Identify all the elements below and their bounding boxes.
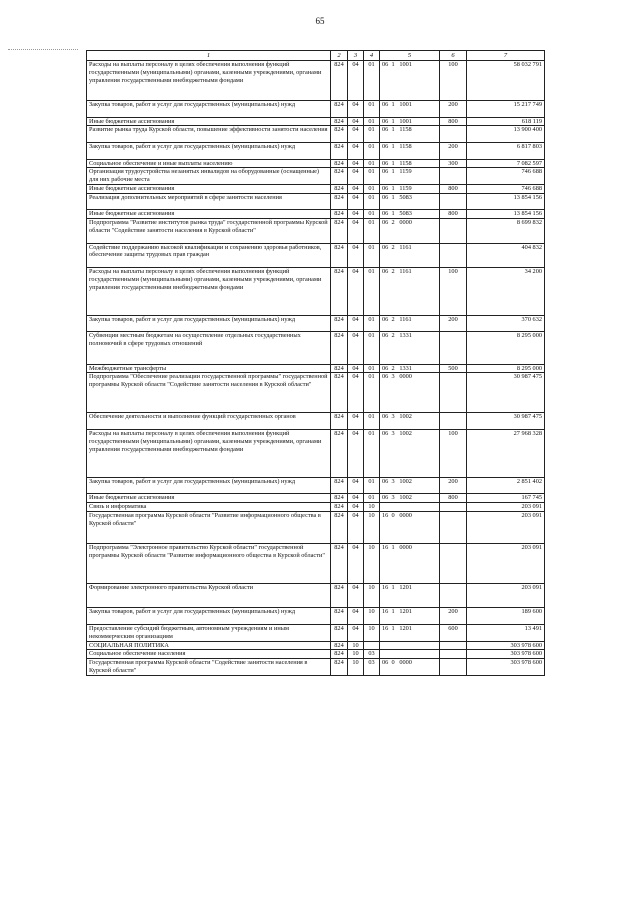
row-subsection-cell: 01 (364, 126, 380, 143)
row-name-cell: Закупка товаров, работ и услуг для государственных (муниципальных) нужд (87, 101, 331, 118)
row-article-cell: 06 1 5083 (380, 193, 440, 210)
row-section-cell: 04 (348, 101, 364, 118)
table-row (87, 511, 545, 543)
row-name-cell: Расходы на выплаты персоналу в целях обеспечения выполнения функций государственными (муниципальными) органами, казенными учреждениями, органами управления государственными внебюджетными фондами (87, 61, 331, 101)
header-col-1: 1 (87, 51, 331, 61)
budget-table-container (86, 50, 544, 676)
row-subsection-cell: 01 (364, 267, 380, 315)
row-section-cell: 04 (348, 168, 364, 185)
row-section-cell: 04 (348, 608, 364, 625)
row-subsection-cell: 10 (364, 503, 380, 512)
row-amount-cell: 370 632 (467, 315, 545, 332)
row-name-cell: Государственная программа Курской области "Содействие занятости населения в Курской области" (87, 659, 331, 676)
row-code-cell: 824 (331, 584, 348, 608)
row-name-cell: Связь и информатика (87, 503, 331, 512)
row-amount-cell: 13 854 156 (467, 193, 545, 210)
row-amount-cell: 27 968 328 (467, 429, 545, 477)
row-article-cell: 16 1 1201 (380, 625, 440, 642)
row-section-cell: 04 (348, 142, 364, 159)
row-section-cell: 04 (348, 364, 364, 373)
row-amount-cell: 189 600 (467, 608, 545, 625)
row-subsection-cell: 01 (364, 210, 380, 219)
row-section-cell: 04 (348, 544, 364, 584)
row-code-cell: 824 (331, 168, 348, 185)
row-name-cell: Закупка товаров, работ и услуг для государственных (муниципальных) нужд (87, 477, 331, 494)
table-row (87, 544, 545, 584)
row-section-cell: 04 (348, 413, 364, 430)
row-type-cell: 800 (440, 210, 467, 219)
row-type-cell: 300 (440, 159, 467, 168)
row-name-cell: Иные бюджетные ассигнования (87, 184, 331, 193)
row-article-cell: 06 1 1159 (380, 168, 440, 185)
row-subsection-cell: 03 (364, 650, 380, 659)
row-name-cell: Социальное обеспечение населения (87, 650, 331, 659)
row-subsection-cell: 01 (364, 315, 380, 332)
row-subsection-cell: 01 (364, 332, 380, 364)
row-subsection-cell: 01 (364, 101, 380, 118)
row-subsection-cell: 01 (364, 117, 380, 126)
row-subsection-cell: 01 (364, 219, 380, 243)
row-name-cell: Закупка товаров, работ и услуг для государственных (муниципальных) нужд (87, 315, 331, 332)
row-type-cell (440, 503, 467, 512)
row-code-cell: 824 (331, 142, 348, 159)
row-type-cell (440, 650, 467, 659)
row-type-cell: 200 (440, 315, 467, 332)
row-name-cell: Подпрограмма "Развитие институтов рынка труда" государственной программы Курской области "Содействие занятости населения в Курской области" (87, 219, 331, 243)
row-article-cell: 06 3 1002 (380, 494, 440, 503)
row-name-cell: Подпрограмма "Обеспечение реализации государственной программы" государственной программы Курской области "Содействие занятости населения в Курской области" (87, 373, 331, 413)
row-type-cell: 500 (440, 364, 467, 373)
row-subsection-cell: 01 (364, 373, 380, 413)
row-type-cell: 800 (440, 494, 467, 503)
row-amount-cell: 30 987 475 (467, 413, 545, 430)
table-row (87, 503, 545, 512)
row-section-cell: 04 (348, 332, 364, 364)
row-name-cell: Обеспечение деятельности и выполнение функций государственных органов (87, 413, 331, 430)
row-amount-cell: 6 817 803 (467, 142, 545, 159)
row-type-cell: 200 (440, 101, 467, 118)
row-section-cell: 04 (348, 477, 364, 494)
row-article-cell: 06 2 0000 (380, 219, 440, 243)
row-article-cell: 06 1 1001 (380, 101, 440, 118)
row-code-cell: 824 (331, 315, 348, 332)
row-subsection-cell: 01 (364, 159, 380, 168)
row-type-cell (440, 126, 467, 143)
row-article-cell: 16 0 0000 (380, 511, 440, 543)
row-article-cell: 06 2 1161 (380, 315, 440, 332)
row-name-cell: Закупка товаров, работ и услуг для государственных (муниципальных) нужд (87, 608, 331, 625)
table-row (87, 101, 545, 118)
row-amount-cell: 203 091 (467, 503, 545, 512)
row-subsection-cell: 10 (364, 544, 380, 584)
row-amount-cell: 8 699 832 (467, 219, 545, 243)
row-amount-cell: 30 987 475 (467, 373, 545, 413)
row-article-cell: 16 1 0000 (380, 544, 440, 584)
row-amount-cell: 618 119 (467, 117, 545, 126)
row-subsection-cell: 01 (364, 243, 380, 267)
row-article-cell: 06 0 0000 (380, 659, 440, 676)
row-type-cell (440, 219, 467, 243)
table-row (87, 373, 545, 413)
page-number: 65 (315, 16, 325, 26)
row-subsection-cell: 01 (364, 184, 380, 193)
row-type-cell (440, 413, 467, 430)
row-code-cell: 824 (331, 126, 348, 143)
row-subsection-cell: 01 (364, 477, 380, 494)
row-article-cell: 06 2 1331 (380, 364, 440, 373)
row-subsection-cell: 01 (364, 168, 380, 185)
row-subsection-cell: 10 (364, 625, 380, 642)
row-article-cell: 06 1 1001 (380, 61, 440, 101)
row-type-cell: 600 (440, 625, 467, 642)
row-subsection-cell: 01 (364, 413, 380, 430)
row-article-cell: 06 3 1002 (380, 413, 440, 430)
row-code-cell: 824 (331, 544, 348, 584)
row-article-cell (380, 650, 440, 659)
row-name-cell: Содействие поддержанию высокой квалификации и сохранению здоровья работников, обеспечение защиты трудовых прав граждан (87, 243, 331, 267)
table-row (87, 210, 545, 219)
table-row (87, 477, 545, 494)
row-name-cell: СОЦИАЛЬНАЯ ПОЛИТИКА (87, 641, 331, 650)
row-subsection-cell: 01 (364, 193, 380, 210)
table-row (87, 413, 545, 430)
row-article-cell (380, 503, 440, 512)
row-article-cell: 06 3 1002 (380, 429, 440, 477)
row-subsection-cell: 10 (364, 608, 380, 625)
row-code-cell: 824 (331, 267, 348, 315)
row-type-cell: 800 (440, 184, 467, 193)
row-type-cell: 200 (440, 477, 467, 494)
row-article-cell: 06 3 1002 (380, 477, 440, 494)
row-section-cell: 04 (348, 61, 364, 101)
budget-table (86, 50, 545, 676)
row-section-cell: 04 (348, 126, 364, 143)
row-article-cell: 06 3 0000 (380, 373, 440, 413)
table-row (87, 608, 545, 625)
row-name-cell: Реализация дополнительных мероприятий в сфере занятости населения (87, 193, 331, 210)
table-row (87, 168, 545, 185)
row-article-cell: 06 1 1158 (380, 126, 440, 143)
row-code-cell: 824 (331, 101, 348, 118)
row-code-cell: 824 (331, 184, 348, 193)
row-section-cell: 04 (348, 584, 364, 608)
table-row (87, 243, 545, 267)
table-row (87, 364, 545, 373)
row-article-cell: 06 2 1161 (380, 243, 440, 267)
row-section-cell: 04 (348, 511, 364, 543)
row-type-cell (440, 243, 467, 267)
header-col-7: 7 (467, 51, 545, 61)
row-subsection-cell: 01 (364, 494, 380, 503)
row-article-cell: 06 1 1159 (380, 184, 440, 193)
row-type-cell: 100 (440, 267, 467, 315)
row-code-cell: 824 (331, 429, 348, 477)
row-type-cell (440, 544, 467, 584)
row-article-cell: 06 2 1161 (380, 267, 440, 315)
row-amount-cell: 303 978 600 (467, 641, 545, 650)
row-type-cell (440, 584, 467, 608)
row-subsection-cell: 10 (364, 511, 380, 543)
row-code-cell: 824 (331, 503, 348, 512)
row-code-cell: 824 (331, 413, 348, 430)
row-type-cell (440, 373, 467, 413)
table-row (87, 494, 545, 503)
table-row (87, 332, 545, 364)
row-code-cell: 824 (331, 210, 348, 219)
row-code-cell: 824 (331, 659, 348, 676)
row-amount-cell: 8 295 000 (467, 364, 545, 373)
row-section-cell: 04 (348, 219, 364, 243)
row-name-cell: Расходы на выплаты персоналу в целях обеспечения выполнения функций государственными (муниципальными) органами, казенными учреждениями, органами управления государственными внебюджетными фондами (87, 429, 331, 477)
row-code-cell: 824 (331, 511, 348, 543)
header-col-5: 5 (380, 51, 440, 61)
row-code-cell: 824 (331, 641, 348, 650)
row-section-cell: 04 (348, 315, 364, 332)
row-article-cell: 16 1 1201 (380, 584, 440, 608)
table-row (87, 641, 545, 650)
row-name-cell: Иные бюджетные ассигнования (87, 117, 331, 126)
row-type-cell: 800 (440, 117, 467, 126)
row-amount-cell: 746 688 (467, 168, 545, 185)
row-type-cell (440, 659, 467, 676)
row-amount-cell: 2 851 402 (467, 477, 545, 494)
table-row (87, 315, 545, 332)
row-subsection-cell: 01 (364, 142, 380, 159)
row-name-cell: Закупка товаров, работ и услуг для государственных (муниципальных) нужд (87, 142, 331, 159)
table-row (87, 193, 545, 210)
row-type-cell (440, 193, 467, 210)
row-subsection-cell (364, 641, 380, 650)
row-name-cell: Иные бюджетные ассигнования (87, 210, 331, 219)
row-article-cell: 06 1 1158 (380, 142, 440, 159)
row-code-cell: 824 (331, 159, 348, 168)
row-type-cell: 100 (440, 61, 467, 101)
row-article-cell: 16 1 1201 (380, 608, 440, 625)
row-amount-cell: 746 688 (467, 184, 545, 193)
row-section-cell: 04 (348, 373, 364, 413)
row-type-cell (440, 511, 467, 543)
row-subsection-cell: 01 (364, 429, 380, 477)
table-row (87, 659, 545, 676)
row-section-cell: 04 (348, 494, 364, 503)
table-row (87, 584, 545, 608)
row-amount-cell: 8 295 000 (467, 332, 545, 364)
row-section-cell: 04 (348, 243, 364, 267)
table-row (87, 650, 545, 659)
row-amount-cell: 203 091 (467, 584, 545, 608)
row-name-cell: Подпрограмма "Электронное правительство Курской области" государственной программы Курской области "Развитие информационного общества в Курской области" (87, 544, 331, 584)
row-amount-cell: 303 978 600 (467, 650, 545, 659)
row-name-cell: Государственная программа Курской области "Развитие информационного общества в Курской области" (87, 511, 331, 543)
row-code-cell: 824 (331, 219, 348, 243)
table-row (87, 219, 545, 243)
row-code-cell: 824 (331, 364, 348, 373)
row-name-cell: Субвенции местным бюджетам на осуществление отдельных государственных полномочий в сфере трудовых отношений (87, 332, 331, 364)
row-name-cell: Межбюджетные трансферты (87, 364, 331, 373)
row-type-cell (440, 641, 467, 650)
row-section-cell: 10 (348, 659, 364, 676)
row-section-cell: 04 (348, 267, 364, 315)
row-amount-cell: 13 854 156 (467, 210, 545, 219)
row-code-cell: 824 (331, 625, 348, 642)
row-code-cell: 824 (331, 373, 348, 413)
row-amount-cell: 203 091 (467, 544, 545, 584)
row-type-cell: 100 (440, 429, 467, 477)
table-row (87, 625, 545, 642)
row-code-cell: 824 (331, 608, 348, 625)
row-name-cell: Социальное обеспечение и иные выплаты населению (87, 159, 331, 168)
row-code-cell: 824 (331, 332, 348, 364)
row-name-cell: Иные бюджетные ассигнования (87, 494, 331, 503)
table-header-row (87, 51, 545, 61)
row-article-cell (380, 641, 440, 650)
row-amount-cell: 203 091 (467, 511, 545, 543)
table-body (87, 61, 545, 676)
row-section-cell: 04 (348, 159, 364, 168)
row-section-cell: 10 (348, 641, 364, 650)
row-amount-cell: 7 082 597 (467, 159, 545, 168)
row-name-cell: Предоставление субсидий бюджетным, автономным учреждениям и иным некоммерческим организациям (87, 625, 331, 642)
row-amount-cell: 13 900 400 (467, 126, 545, 143)
row-article-cell: 06 1 5083 (380, 210, 440, 219)
row-article-cell: 06 1 1001 (380, 117, 440, 126)
table-row (87, 61, 545, 101)
row-type-cell: 200 (440, 142, 467, 159)
row-section-cell: 04 (348, 184, 364, 193)
row-section-cell: 04 (348, 503, 364, 512)
row-type-cell (440, 332, 467, 364)
row-code-cell: 824 (331, 117, 348, 126)
row-code-cell: 824 (331, 61, 348, 101)
row-name-cell: Формирование электронного правительства Курской области (87, 584, 331, 608)
table-row (87, 126, 545, 143)
row-name-cell: Расходы на выплаты персоналу в целях обеспечения выполнения функций государственными (муниципальными) органами, казенными учреждениями, органами управления государственными внебюджетными фондами (87, 267, 331, 315)
row-section-cell: 04 (348, 210, 364, 219)
row-amount-cell: 303 978 600 (467, 659, 545, 676)
scan-artifact-line (8, 49, 78, 50)
row-name-cell: Развитие рынка труда Курской области, повышение эффективности занятости населения (87, 126, 331, 143)
row-code-cell: 824 (331, 477, 348, 494)
row-amount-cell: 167 745 (467, 494, 545, 503)
header-col-2: 2 (331, 51, 348, 61)
table-row (87, 184, 545, 193)
row-name-cell: Организация трудоустройства незанятых инвалидов на оборудованные (оснащенные) для них рабочие места (87, 168, 331, 185)
row-subsection-cell: 03 (364, 659, 380, 676)
table-row (87, 117, 545, 126)
row-amount-cell: 13 491 (467, 625, 545, 642)
row-code-cell: 824 (331, 193, 348, 210)
table-row (87, 429, 545, 477)
row-amount-cell: 404 832 (467, 243, 545, 267)
row-code-cell: 824 (331, 494, 348, 503)
row-amount-cell: 58 032 791 (467, 61, 545, 101)
row-amount-cell: 15 217 749 (467, 101, 545, 118)
row-section-cell: 10 (348, 650, 364, 659)
row-subsection-cell: 01 (364, 364, 380, 373)
row-article-cell: 06 1 1158 (380, 159, 440, 168)
row-code-cell: 824 (331, 650, 348, 659)
row-article-cell: 06 2 1331 (380, 332, 440, 364)
row-section-cell: 04 (348, 429, 364, 477)
row-subsection-cell: 01 (364, 61, 380, 101)
row-section-cell: 04 (348, 625, 364, 642)
row-type-cell: 200 (440, 608, 467, 625)
table-row (87, 159, 545, 168)
table-row (87, 267, 545, 315)
row-section-cell: 04 (348, 193, 364, 210)
row-code-cell: 824 (331, 243, 348, 267)
header-col-4: 4 (364, 51, 380, 61)
header-col-6: 6 (440, 51, 467, 61)
row-section-cell: 04 (348, 117, 364, 126)
row-subsection-cell: 10 (364, 584, 380, 608)
table-row (87, 142, 545, 159)
row-amount-cell: 34 200 (467, 267, 545, 315)
row-type-cell (440, 168, 467, 185)
header-col-3: 3 (348, 51, 364, 61)
